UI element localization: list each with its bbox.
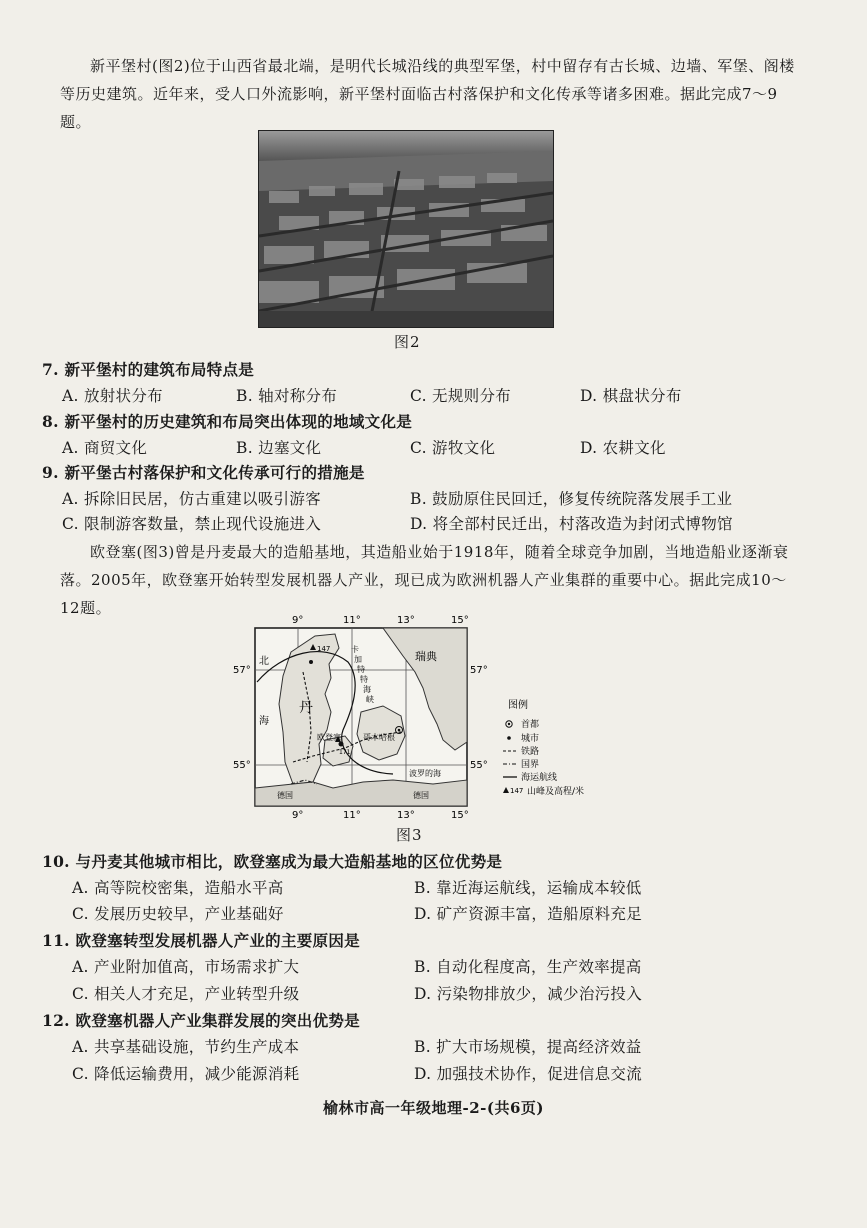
question-11-option-d[interactable]: D. 污染物排放少，减少治污投入 — [414, 985, 643, 1003]
kattegat-label-4: 特 — [360, 675, 368, 684]
odense-label: 欧登塞 — [317, 733, 341, 742]
peak-elevation-label: 147 — [317, 645, 331, 653]
legend-peak-sample: 147 — [510, 787, 524, 795]
question-7-stem: 7. 新平堡村的建筑布局特点是 — [42, 360, 255, 379]
kattegat-label-2: 特 — [357, 665, 365, 674]
question-7-option-b[interactable]: B. 轴对称分布 — [236, 387, 338, 405]
peak-legend-icon — [503, 787, 509, 793]
question-10-option-c[interactable]: C. 发展历史较早，产业基础好 — [72, 905, 284, 923]
question-8-option-a[interactable]: A. 商贸文化 — [62, 439, 148, 457]
question-10-stem: 10. 与丹麦其他城市相比，欧登塞成为最大造船基地的区位优势是 — [42, 852, 503, 871]
question-12-option-d[interactable]: D. 加强技术协作，促进信息交流 — [414, 1065, 643, 1083]
baltic-sea-label: 波罗的海 — [409, 769, 441, 778]
intro-paragraph-1: 新平堡村(图2)位于山西省最北端，是明代长城沿线的典型军堡，村中留存有古长城、边墙、军堡、阁楼等历史建筑。近年来，受人口外流影响，新平堡村面临古村落保护和文化传承等诸多困难。据此完成7～9题。 — [60, 57, 795, 131]
question-10-option-d[interactable]: D. 矿产资源丰富，造船原料充足 — [414, 905, 643, 923]
question-9-option-b[interactable]: B. 鼓励原住民回迁，修复传统院落发展手工业 — [410, 490, 733, 508]
question-12-option-b[interactable]: B. 扩大市场规模，提高经济效益 — [414, 1038, 642, 1056]
peak-elevation-label-2: 171 — [339, 749, 351, 756]
page-footer: 榆林市高一年级地理-2-(共6页) — [322, 1099, 545, 1117]
lon-label-15-bottom: 15° — [451, 810, 469, 821]
odense-city-dot — [339, 742, 344, 747]
legend-border: 国界 — [521, 760, 540, 770]
germany-label-east: 德国 — [413, 791, 429, 800]
sweden-label: 瑞典 — [415, 650, 437, 663]
question-12-option-c[interactable]: C. 降低运输费用，减少能源消耗 — [72, 1065, 300, 1083]
lat-label-55-right: 55° — [470, 760, 488, 771]
question-7-option-c[interactable]: C. 无规则分布 — [410, 387, 512, 405]
question-11-stem: 11. 欧登塞转型发展机器人产业的主要原因是 — [42, 931, 360, 950]
kattegat-label-3: 加 — [354, 655, 362, 664]
question-12-option-a[interactable]: A. 共享基础设施，节约生产成本 — [72, 1038, 300, 1056]
question-9-option-d[interactable]: D. 将全部村民迁出，村落改造为封闭式博物馆 — [410, 515, 733, 533]
denmark-label: 丹 — [299, 700, 313, 716]
north-sea-label-2: 海 — [259, 716, 269, 727]
question-8-option-c[interactable]: C. 游牧文化 — [410, 439, 496, 457]
question-11-option-a[interactable]: A. 产业附加值高，市场需求扩大 — [72, 958, 300, 976]
denmark-map-figure — [233, 612, 633, 824]
kattegat-label-5: 海 — [363, 685, 371, 694]
lon-label-9-top: 9° — [292, 615, 304, 626]
question-11-option-c[interactable]: C. 相关人才充足，产业转型升级 — [72, 985, 300, 1003]
legend-city: 城市 — [521, 734, 540, 744]
lat-label-57-right: 57° — [470, 665, 488, 676]
legend-shipping-route: 海运航线 — [521, 773, 558, 783]
germany-label-west: 德国 — [277, 791, 293, 800]
city-legend-icon — [507, 736, 511, 740]
lon-label-11-top: 11° — [343, 615, 361, 626]
kattegat-label-1: 卡 — [351, 645, 359, 654]
village-aerial-photo — [258, 130, 554, 328]
map-legend — [503, 698, 584, 797]
question-10-option-b[interactable]: B. 靠近海运航线，运输成本较低 — [414, 879, 642, 897]
question-7-option-d[interactable]: D. 棋盘状分布 — [580, 387, 682, 405]
lon-label-13-top: 13° — [397, 615, 415, 626]
lon-label-9-bottom: 9° — [292, 810, 304, 821]
legend-capital: 首都 — [521, 720, 540, 730]
question-11-option-b[interactable]: B. 自动化程度高，生产效率提高 — [414, 958, 642, 976]
kattegat-label-6: 峡 — [366, 695, 374, 704]
question-8-stem: 8. 新平堡村的历史建筑和布局突出体现的地域文化是 — [42, 412, 413, 431]
figure-3-caption: 图3 — [396, 826, 423, 844]
question-8-option-d[interactable]: D. 农耕文化 — [580, 439, 666, 457]
lat-label-57-left: 57° — [233, 665, 251, 676]
question-9-stem: 9. 新平堡古村落保护和文化传承可行的措施是 — [42, 463, 365, 482]
intro-paragraph-2: 欧登塞(图3)曾是丹麦最大的造船基地，其造船业始于1918年，随着全球竞争加剧，当地造船业逐渐衰落。2005年，欧登塞开始转型发展机器人产业，现已成为欧洲机器人产业集群的重要中心。据此完成10～12题。 — [60, 543, 789, 617]
north-sea-label: 北 — [259, 656, 269, 667]
question-9-option-c[interactable]: C. 限制游客数量，禁止现代设施进入 — [62, 515, 322, 533]
lon-label-11-bottom: 11° — [343, 810, 361, 821]
question-9-option-a[interactable]: A. 拆除旧民居，仿古重建以吸引游客 — [62, 490, 321, 508]
village-photo-illustration — [259, 131, 553, 327]
lon-label-13-bottom: 13° — [397, 810, 415, 821]
legend-title: 图例 — [508, 700, 528, 711]
figure-2-caption: 图2 — [394, 333, 421, 351]
question-12-stem: 12. 欧登塞机器人产业集群发展的突出优势是 — [42, 1011, 360, 1030]
lon-label-15-top: 15° — [451, 615, 469, 626]
lat-label-55-left: 55° — [233, 760, 251, 771]
question-7-option-a[interactable]: A. 放射状分布 — [62, 387, 163, 405]
question-8-option-b[interactable]: B. 边塞文化 — [236, 439, 322, 457]
copenhagen-capital-dot — [398, 729, 401, 732]
question-10-option-a[interactable]: A. 高等院校密集，造船水平高 — [72, 879, 284, 897]
denmark-map — [233, 612, 633, 824]
copenhagen-label: 哥本哈根 — [363, 733, 395, 742]
legend-peak: 山峰及高程/米 — [527, 787, 585, 797]
legend-railway: 铁路 — [521, 747, 540, 757]
city-dot — [309, 660, 313, 664]
